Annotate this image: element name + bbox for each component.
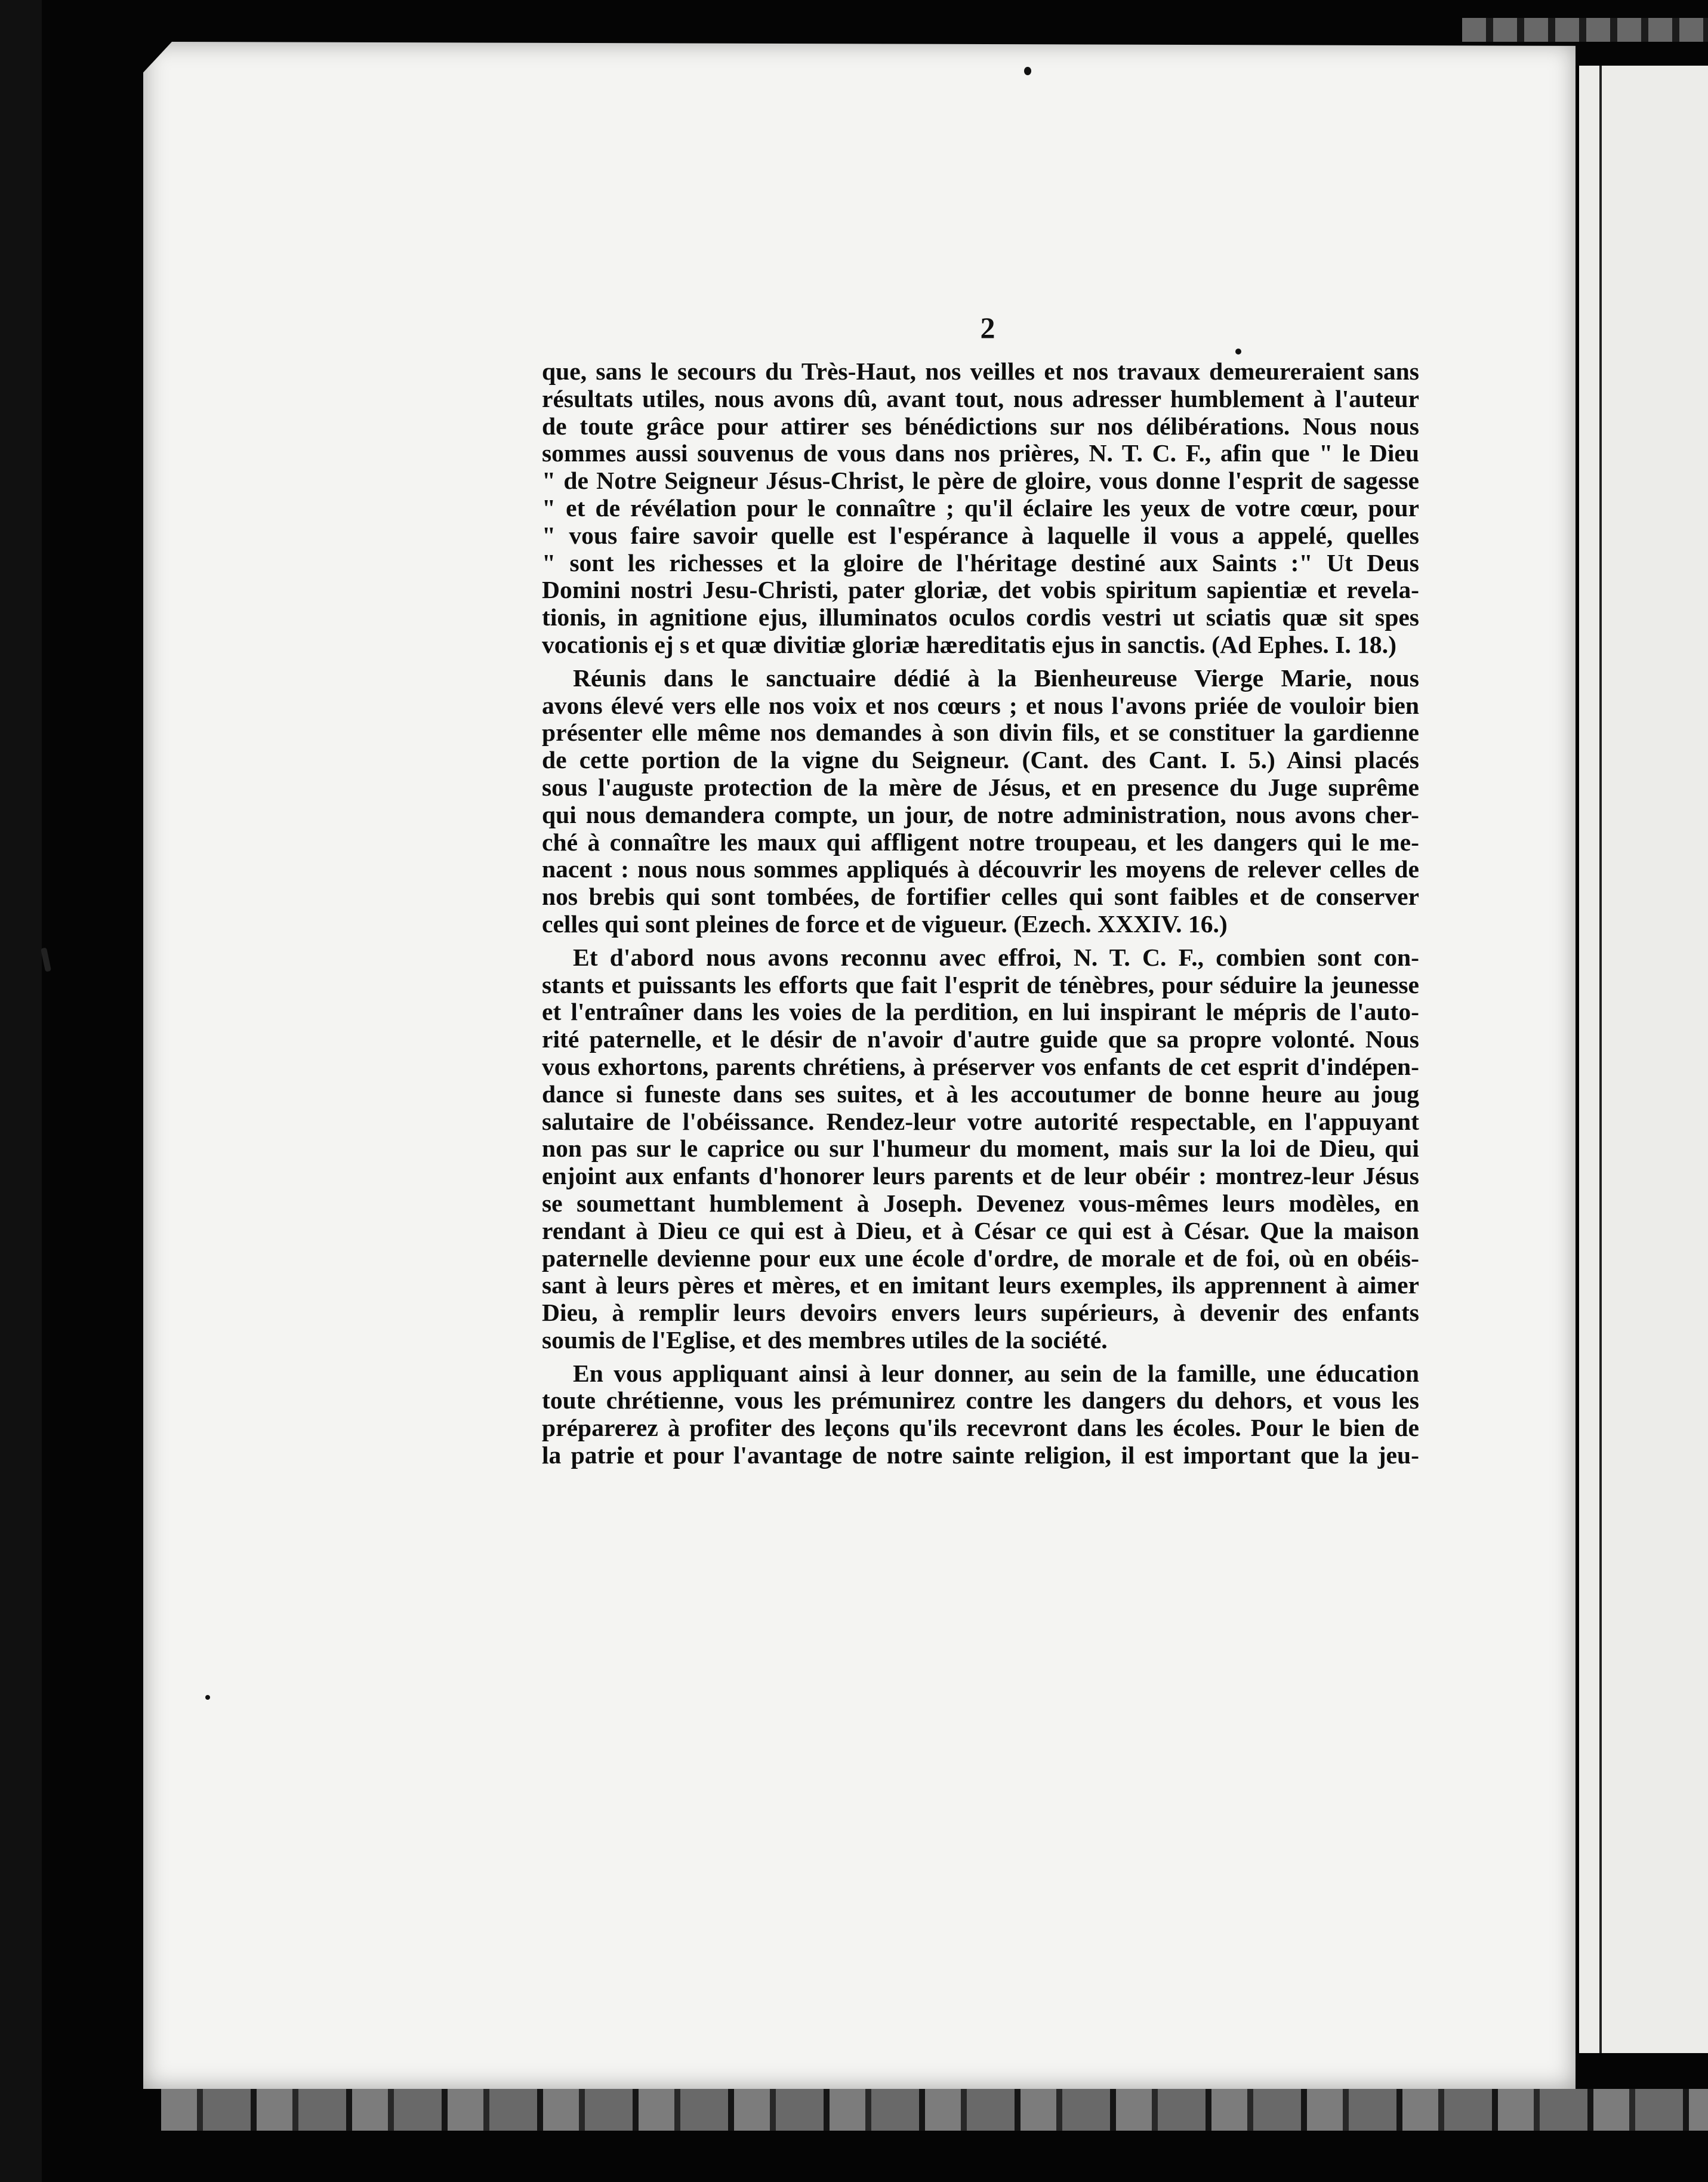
text-line: rendant à Dieu ce qui est à Dieu, et à César ce qui est à César. Que la maison [542,1217,1419,1244]
body-text [542,358,1419,1469]
text-line: stants et puissants les efforts que fait l'esprit de ténèbres, pour séduire la jeunesse [542,971,1419,998]
paper-speck [205,1695,210,1700]
text-line: de cette portion de la vigne du Seigneur. (Cant. des Cant. I. 5.) Ainsi placés [542,747,1419,774]
text-line: " de Notre Seigneur Jésus-Christ, le père de gloire, vous donne l'esprit de sagesse [542,467,1419,495]
text-line: celles qui sont pleines de force et de vigueur. (Ezech. XXXIV. 16.) [542,910,1228,938]
text-line: résultats utiles, nous avons dû, avant tout, nous adresser humblement à l'auteur [542,385,1419,412]
text-line: nacent : nous nous sommes appliqués à découvrir les moyens de relever celles de [542,856,1419,883]
scan-top-edge [1462,18,1708,42]
text-line: nos brebis qui sont tombées, de fortifier celles qui sont faibles et de conserver [542,883,1419,911]
paper-speck [1235,349,1241,355]
text-line: présenter elle même nos demandes à son divin fils, et se constituer la gardienne [542,719,1419,747]
text-line: " sont les richesses et la gloire de l'héritage destiné aux Saints :" Ut Deus [542,549,1419,577]
text-line: salutaire de l'obéissance. Rendez-leur votre autorité respectable, en l'appuyant [542,1108,1419,1135]
scan-left-edge [0,0,42,2182]
text-line: sant à leurs pères et mères, et en imitant leurs exemples, ils apprennent à aimer [542,1272,1419,1299]
text-line: préparerez à profiter des leçons qu'ils recevront dans les écoles. Pour le bien de [542,1414,1419,1442]
text-line: tionis, in agnitione ejus, illuminatos oculos cordis vestri ut sciatis quæ sit spes [542,604,1419,631]
text-line: Et d'abord nous avons reconnu avec effroi, N. T. C. F., combien sont con- [573,944,1419,971]
text-line: qui nous demandera compte, un jour, de notre administration, nous avons cher- [542,801,1419,828]
text-line: Réunis dans le sanctuaire dédié à la Bienheureuse Vierge Marie, nous [573,664,1419,692]
text-line: Dieu, à remplir leurs devoirs envers leurs supérieurs, à devenir des enfants [542,1299,1419,1327]
text-line: non pas sur le caprice ou sur l'humeur du moment, mais sur la loi de Dieu, qui [542,1135,1419,1163]
text-line: que, sans le secours du Très-Haut, nos veilles et nos travaux demeureraient sans [542,358,1419,385]
text-line: Domini nostri Jesu-Christi, pater gloriæ, det vobis spiritum sapientiæ et revela- [542,577,1419,604]
text-line: vocationis ej s et quæ divitiæ gloriæ hæreditatis ejus in sanctis. (Ad Ephes. I. 18.) [542,631,1396,658]
adjacent-page-fold [1599,66,1602,2053]
text-line: de toute grâce pour attirer ses bénédictions sur nos délibérations. Nous nous [542,412,1419,440]
text-line: ché à connaître les maux qui affligent notre troupeau, et les dangers qui le me- [542,828,1419,856]
text-line: sommes aussi souvenus de vous dans nos prières, N. T. C. F., afin que " le Dieu [542,440,1419,467]
text-line: avons élevé vers elle nos voix et nos cœurs ; et nous l'avons priée de vouloir bien [542,692,1419,719]
adjacent-page-edge [1576,66,1708,2053]
text-line: se soumettant humblement à Joseph. Devenez vous-mêmes leurs modèles, en [542,1189,1419,1217]
text-line: " vous faire savoir quelle est l'espérance à laquelle il vous a appelé, quelles [542,522,1419,549]
text-line: enjoint aux enfants d'honorer leurs parents et de leur obéir : montrez-leur Jésus [542,1163,1419,1190]
text-line: En vous appliquant ainsi à leur donner, au sein de la famille, une éducation [573,1360,1419,1387]
text-line: vous exhortons, parents chrétiens, à préserver vos enfants de cet esprit d'indépen- [542,1053,1419,1080]
text-line: dance si funeste dans ses suites, et à les accoutumer de bonne heure au joug [542,1080,1419,1108]
text-line: et l'entraîner dans les voies de la perdition, en lui inspirant le mépris de l'auto- [542,998,1419,1026]
text-line: la patrie et pour l'avantage de notre sainte religion, il est important que la jeu- [542,1442,1419,1469]
page-number: 2 [980,311,995,344]
text-line: rité paternelle, et le désir de n'avoir d'autre guide que sa propre volonté. Nous [542,1026,1419,1053]
text-line: toute chrétienne, vous les prémunirez contre les dangers du dehors, et vous les [542,1387,1419,1414]
text-line: paternelle devienne pour eux une école d'ordre, de morale et de foi, où en obéis- [542,1244,1419,1272]
paper-speck [1024,67,1031,75]
scan-bottom-edge [161,2089,1708,2131]
text-line: soumis de l'Eglise, et des membres utiles de la société. [542,1326,1108,1354]
text-line: sous l'auguste protection de la mère de Jésus, et en presence du Juge suprême [542,773,1419,801]
text-line: " et de révélation pour le connaître ; qu'il éclaire les yeux de votre cœur, pour [542,494,1419,522]
